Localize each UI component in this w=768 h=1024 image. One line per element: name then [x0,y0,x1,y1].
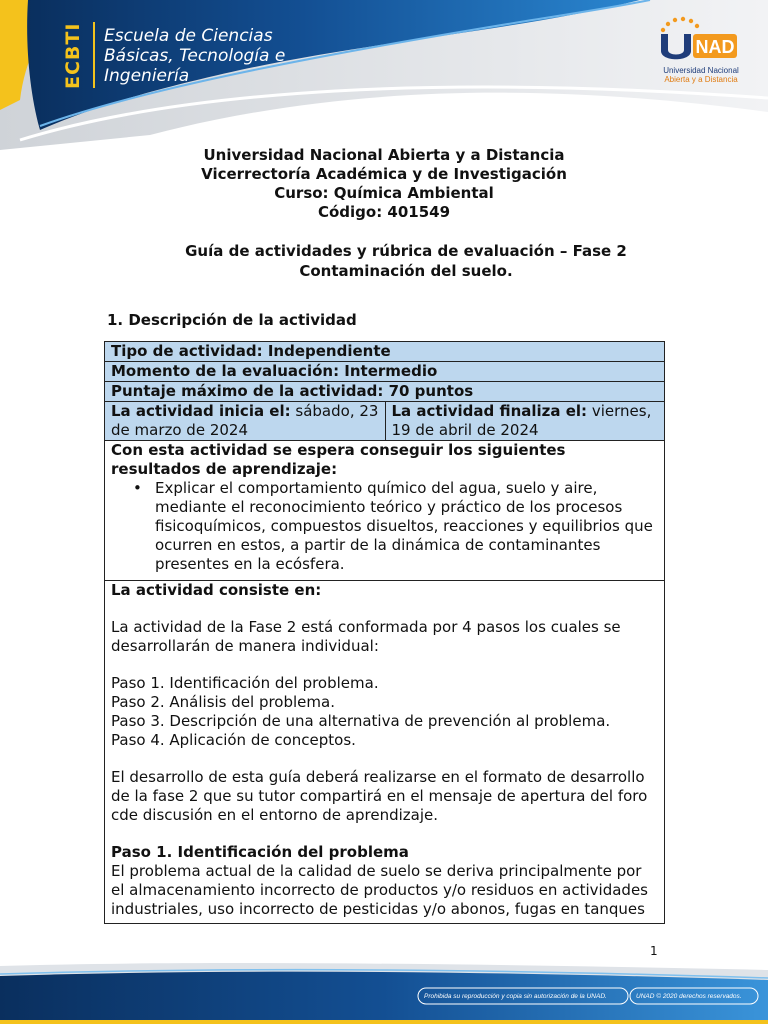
school-name [104,26,324,86]
page-number: 1 [650,944,658,958]
ecbti-vertical-label: ECBTI [62,22,84,90]
step-item-4: Paso 4. Aplicación de conceptos. [111,731,356,749]
row-max-score [105,382,664,402]
school-name-line-2: Básicas, Tecnología e [104,46,286,66]
activity-consists [105,581,664,923]
page-header [0,0,768,150]
row-evaluation-moment [105,362,664,382]
unad-logo-caption [655,66,747,84]
row-learning-outcomes [105,441,664,581]
unad-logo [655,16,745,88]
max-score: Puntaje máximo de la actividad: 70 puntos [111,382,474,400]
ecbti-divider [93,22,95,88]
consists-heading: La actividad consiste en: [111,581,322,599]
start-date-label: La actividad inicia el: [111,402,291,420]
start-date-value: sábado, 23 de marzo de 2024 [111,402,379,439]
outcome-item: • Explicar el comportamiento químico del agua, suelo y aire, mediante el reconocimiento teórico y práctico de los procesos fisicoquímicos, compuestos disueltos, reacciones y equilibrios que ocurren en estos, a partir de la dinámica de contaminantes presentes en la ecósfera. [155,479,658,574]
unad-logo-mark [655,16,739,64]
step-item-1: Paso 1. Identificación del problema. [111,674,379,692]
step-item-2: Paso 2. Análisis del problema. [111,693,335,711]
footer-copyright-notice: Prohibida su reproducción y copia sin autorización de la UNAD. [424,993,607,1000]
course-name: Curso: Química Ambiental [274,184,494,202]
vice-rectorate: Vicerrectoría Académica y de Investigación [201,165,567,183]
page-footer [0,962,768,1024]
step1-text: El problema actual de la calidad de suelo se deriva principalmente por el almacenamiento incorrecto de productos y/o residuos en actividades industriales, uso incorrecto de pesticidas y/o abonos, fugas en tanques [111,862,648,918]
course-title-block [100,146,668,222]
outcomes-heading: Con esta actividad se espera conseguir los siguientes resultados de aprendizaje: [111,441,566,478]
section-heading: 1. Descripción de la actividad [107,311,357,329]
end-date-cell [385,402,665,440]
activity-type: Tipo de actividad: Independiente [111,342,391,360]
guide-title [100,241,712,281]
svg-text:NAD: NAD [695,37,735,57]
guide-title-line-1: Guía de actividades y rúbrica de evaluación – Fase 2 [185,242,627,260]
school-name-line-3: Ingeniería [104,66,190,86]
development-note: El desarrollo de esta guía deberá realizarse en el formato de desarrollo de la fase 2 que su tutor compartirá en el mensaje de apertura del foro cde discusión en el entorno de aprendizaje. [111,768,648,824]
school-name-line-1: Escuela de Ciencias [104,26,273,46]
start-date-cell [105,402,385,440]
activity-description-table [104,341,665,924]
step-item-3: Paso 3. Descripción de una alternativa de prevención al problema. [111,712,611,730]
step1-heading: Paso 1. Identificación del problema [111,843,409,861]
outcomes-list [111,479,658,574]
unad-caption-line-2: Abierta y a Distancia [664,75,738,84]
course-code: Código: 401549 [317,203,451,221]
consists-intro: La actividad de la Fase 2 está conformada por 4 pasos los cuales se desarrollarán de manera individual: [111,618,621,655]
learning-outcomes [105,441,664,580]
unad-caption-line-1: Universidad Nacional [663,66,739,75]
footer-rights: UNAD © 2020 derechos reservados. [636,993,742,1000]
row-activity-type [105,342,664,362]
end-date-label: La actividad finaliza el: [391,402,588,420]
university-name: Universidad Nacional Abierta y a Distancia [203,146,565,164]
guide-title-line-2: Contaminación del suelo. [299,262,513,280]
evaluation-moment: Momento de la evaluación: Intermedio [111,362,438,380]
row-activity-consists [105,581,664,923]
end-date-value: viernes, 19 de abril de 2024 [391,402,652,439]
row-dates [105,402,664,441]
